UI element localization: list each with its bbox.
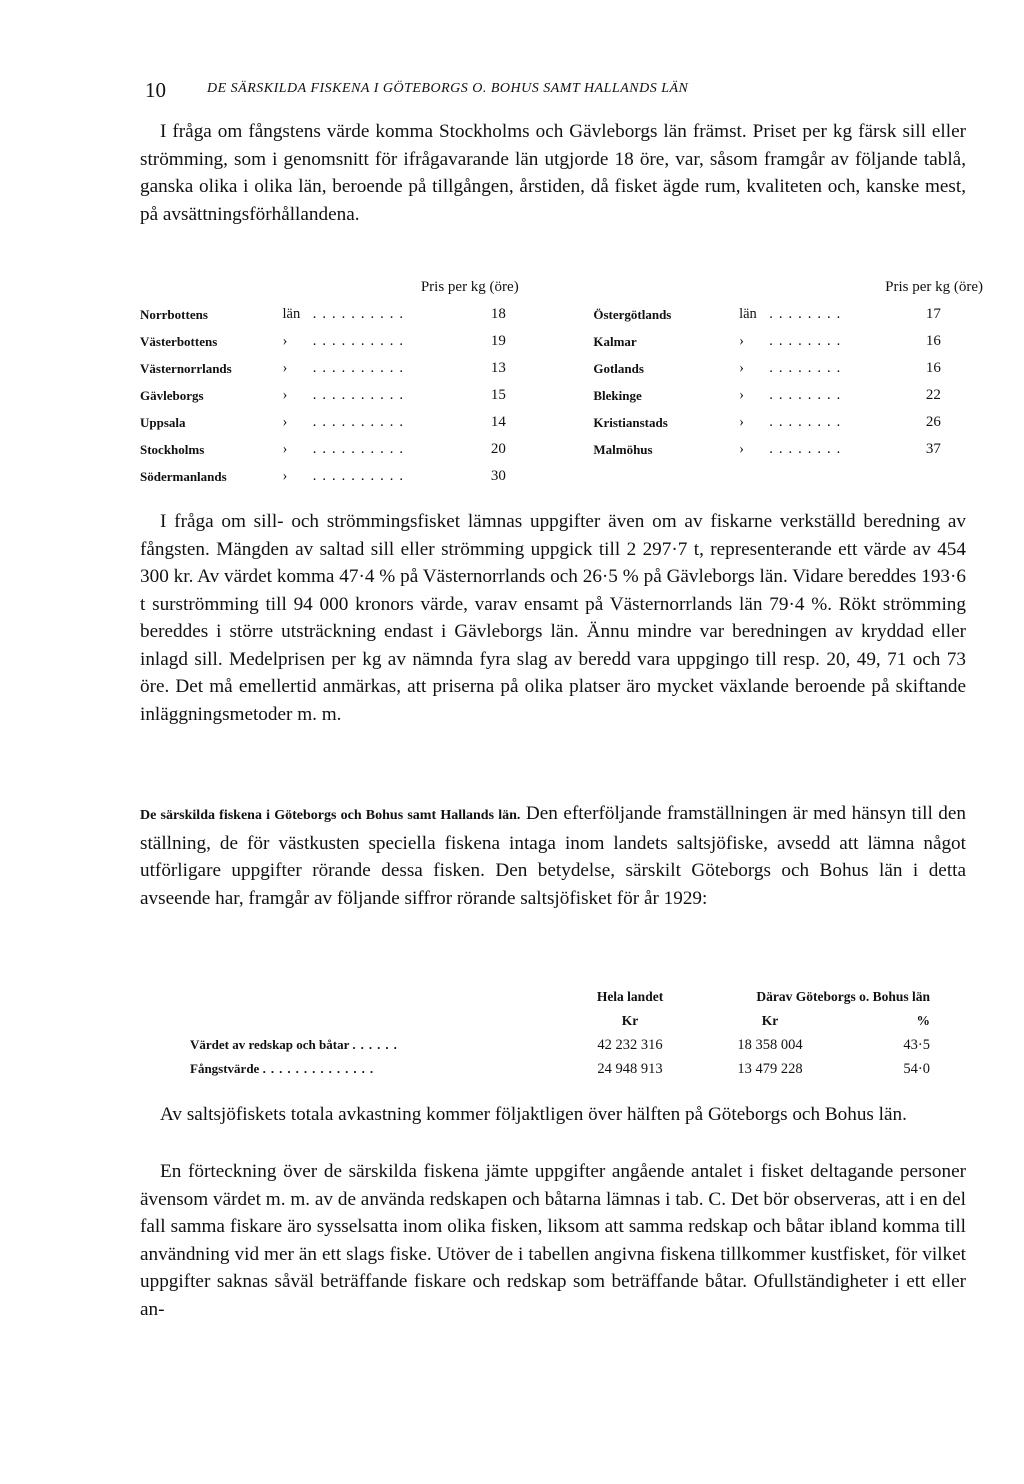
price-per-kg-table [140,273,982,490]
county-name: Södermanlands [140,468,227,484]
row-label: Värdet av redskap och båtar [190,1037,350,1052]
price-value: 22 [925,387,941,403]
ditto-mark: › [739,414,744,430]
lan-label: län [739,306,757,322]
value-percent: 43·5 [903,1036,930,1053]
price-value: 17 [925,306,941,322]
county-name: Stockholms [140,441,205,457]
county-name: Gotlands [593,360,644,376]
value-gbg-bohus: 13 479 228 [737,1060,803,1077]
table-row [140,355,982,382]
county-name: Kristianstads [593,414,668,430]
county-name: Västernorrlands [140,360,232,376]
dot-leader: ........ [769,360,847,376]
dot-leader: .......... [312,468,409,484]
ditto-mark: › [282,387,288,403]
dot-leader: ........ [769,441,847,457]
paragraph-west-coast [140,800,966,912]
ditto-mark: › [739,387,744,403]
dot-leader: .......... [312,414,409,430]
county-name: Blekinge [593,387,642,403]
table-row [140,463,982,490]
price-table-header [140,273,982,301]
price-value: 18 [490,306,506,322]
ditto-mark: › [739,441,744,457]
ditto-mark: › [739,333,744,349]
price-value: 26 [925,414,941,430]
price-value: 19 [490,333,506,349]
ditto-mark: › [282,414,288,430]
price-header-left: Pris per kg (öre) [420,278,519,295]
ditto-mark: › [282,441,288,457]
price-value: 15 [490,387,506,403]
dot-leader: ........ [769,387,847,403]
col-header-gbg-bohus: Därav Göteborgs o. Bohus län [756,989,930,1004]
row-label: Fångstvärde [190,1061,260,1076]
section-runin-heading: De särskilda fiskena i Göteborgs och Bohus samt Hallands län. [140,808,521,823]
price-value: 30 [490,468,506,484]
page-header [145,78,905,104]
price-value: 20 [490,441,506,457]
county-name: Malmöhus [593,441,653,457]
county-name: Gävleborgs [140,387,204,403]
county-name: Kalmar [593,333,637,349]
value-gbg-bohus: 18 358 004 [737,1036,803,1053]
table-row [140,301,982,328]
unit-label: Kr [621,1013,639,1028]
table-row [190,1033,930,1057]
table-row [140,436,982,463]
ditto-mark: › [282,468,288,484]
ditto-mark: › [282,333,288,349]
price-value: 16 [925,360,941,376]
price-value: 13 [490,360,506,376]
dot-leader: ........ [769,306,847,322]
dot-leader: .......... [312,306,409,322]
dot-leader: ........ [769,414,847,430]
table-row [190,1057,930,1081]
dot-leader: .......... [312,360,409,376]
dot-leader: ...... [352,1037,402,1052]
dot-leader: .......... [312,333,409,349]
price-value: 16 [925,333,941,349]
lan-label: län [282,306,301,322]
paragraph-west-coast-text: Den efterföljande framställningen är med hänsyn till den ställning, de för västkusten speciella fiskena intaga inom landets saltsjöfiske, avsedd att lämna något utförligare uppgifter rörande dessa fisken. Den betydelse, särskilt Göteborgs och Bohus län i detta avseende har, framgår av följande siffror rörande saltsjöfisket för år 1929: [140,803,966,909]
table-row [140,382,982,409]
price-header-right: Pris per kg (öre) [885,278,983,295]
paragraph-half-of-yield: Av saltsjöfiskets totala avkastning kommer följaktligen över hälften på Göteborgs och Bohus län. [160,1104,907,1125]
running-head: DE SÄRSKILDA FISKENA I GÖTEBORGS O. BOHUS SAMT HALLANDS LÄN [207,81,689,96]
ditto-mark: › [739,360,744,376]
page-number: 10 [145,78,166,102]
price-value: 37 [925,441,941,457]
table-row [140,328,982,355]
county-name: Norrbottens [140,306,208,322]
value-percent: 54·0 [903,1060,930,1077]
county-name: Östergötlands [593,306,672,322]
table-row [140,409,982,436]
value-whole-country: 42 232 316 [597,1036,663,1053]
ditto-mark: › [282,360,288,376]
county-name: Västerbottens [140,333,218,349]
county-name: Uppsala [140,414,186,430]
dot-leader: .............. [262,1061,379,1076]
unit-label: Kr [761,1013,779,1028]
dot-leader: .......... [312,441,409,457]
saltwater-fishery-summary-table [190,985,930,1081]
price-value: 14 [490,414,506,430]
dot-leader: ........ [769,333,847,349]
col-header-whole-country: Hela landet [596,989,664,1004]
summary-units-row [190,1009,930,1033]
paragraph-catch-value: I fråga om fångstens värde komma Stockholms och Gävleborgs län främst. Priset per kg färsk sill eller strömming, som i genomsnitt för ifrågavarande län utgjorde 18 öre, var, såsom framgår av följande tablå, ganska olika i olika län, beroende på tillgången, årstiden, då fisket ägde rum, kvaliteten och, kanske mest, på avsättningsförhållandena. [140,121,966,225]
dot-leader: .......... [312,387,409,403]
summary-header-row [190,985,930,1009]
paragraph-processing: I fråga om sill- och strömmingsfisket lämnas uppgifter även om av fiskarne verkställd beredning av fångsten. Mängden av saltad sill eller strömming uppgick till 2 297·7 t, representerande ett värde av 454 300 kr. Av värdet komma 47·4 % på Västernorrlands och 26·5 % på Gävleborgs län. Vidare bereddes 193·6 t surströmming till 94 000 kronors värde, varav ensamt på Västernorrlands län 79·4 %. Rökt strömming bereddes i större utsträckning endast i Gävleborgs län. Ännu mindre var beredningen av kryddad eller inlagd sill. Medelprisen per kg av nämnda fyra slag av beredd vara uppgingo till resp. 20, 49, 71 och 73 öre. Det må emellertid anmärkas, att priserna på olika platser äro mycket växlande beroende på skiftande inläggningsmetoder m. m. [140,511,966,725]
value-whole-country: 24 948 913 [597,1060,663,1077]
unit-label: % [916,1013,930,1028]
paragraph-table-c: En förteckning över de särskilda fiskena jämte uppgifter angående antalet i fisket deltagande personer ävensom värdet m. m. av de använda redskapen och båtarna lämnas i tab. C. Det bör observeras, att i en del fall samma fiskare äro sysselsatta inom olika fisken, liksom att samma redskap och båtar ibland komma till användning vid mer än ett slags fiske. Utöver de i tabellen angivna fiskena tillkommer kustfisket, för vilket uppgifter saknas såväl beträffande fiskare och redskap som beträffande båtar. Ofullständigheter i ett eller an- [140,1161,966,1320]
